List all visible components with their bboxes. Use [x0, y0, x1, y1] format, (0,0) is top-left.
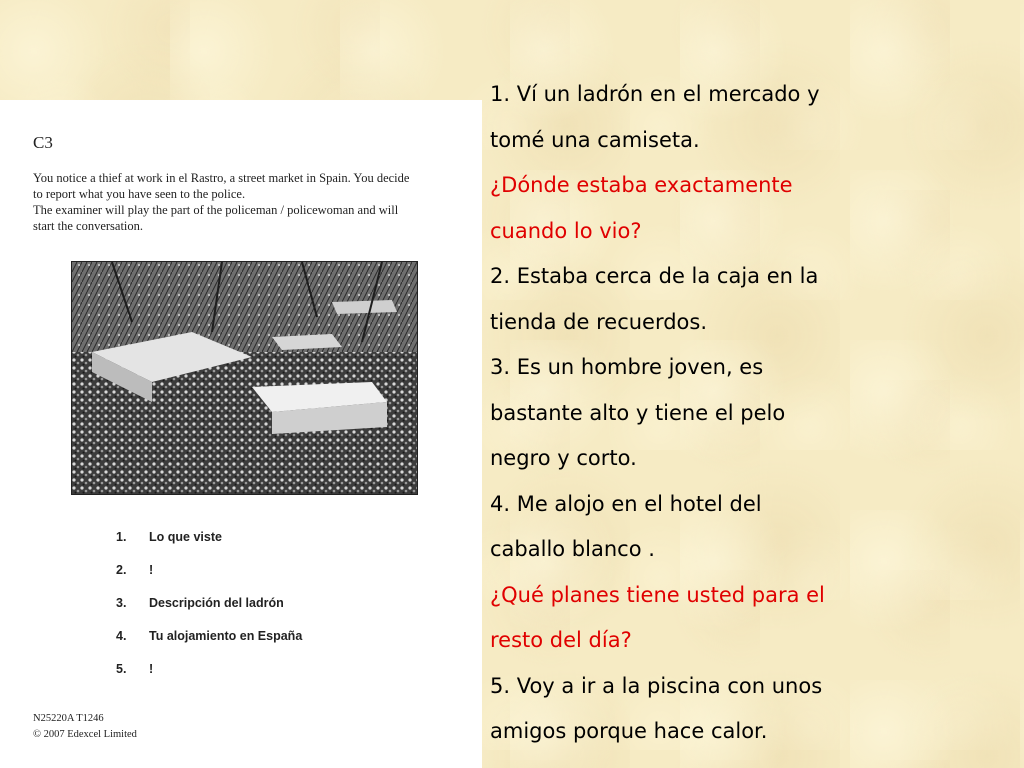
answer-line: bastante alto y tiene el pelo — [490, 400, 786, 425]
dialogue-text — [490, 72, 1010, 755]
task-text: ! — [149, 662, 154, 676]
answer-line: negro y corto. — [490, 446, 637, 470]
examiner-question-line: resto del día? — [490, 628, 632, 652]
card-footer — [33, 711, 137, 743]
examiner-question-line: ¿Dónde estaba exactamente — [490, 173, 793, 197]
task-number: 2. — [116, 563, 127, 577]
instruction-line: You notice a thief at work in el Rastro, a street market in Spain. You decide — [33, 171, 410, 185]
footer-copyright: © 2007 Edexcel Limited — [33, 729, 137, 740]
market-photo-image — [72, 262, 417, 494]
examiner-question-line: ¿Qué planes tiene usted para el — [490, 582, 825, 607]
answer-line: 4. Me alojo en el hotel del — [490, 491, 762, 516]
answer-line: 1. Ví un ladrón en el mercado y — [490, 82, 820, 106]
answer-line: tienda de recuerdos. — [490, 309, 708, 334]
market-photo — [71, 261, 418, 495]
card-instructions — [33, 170, 463, 234]
card-title: C3 — [33, 133, 53, 152]
instruction-line: to report what you have seen to the police. — [33, 187, 246, 201]
task-number: 4. — [116, 629, 127, 643]
answer-line: tomé una camiseta. — [490, 127, 700, 152]
answer-line: 5. Voy a ir a la piscina con unos — [490, 673, 823, 698]
task-number: 3. — [116, 596, 127, 610]
task-number: 5. — [116, 662, 127, 676]
task-text: ! — [149, 563, 154, 577]
instruction-line: start the conversation. — [33, 219, 144, 233]
footer-code: N25220A T1246 — [33, 713, 104, 724]
answer-line: caballo blanco . — [490, 537, 655, 561]
task-text: Lo que viste — [149, 530, 222, 544]
task-text: Tu alojamiento en España — [149, 629, 303, 643]
answer-line: amigos porque hace calor. — [490, 719, 768, 743]
exam-card — [0, 100, 482, 768]
answer-line: 2. Estaba cerca de la caja en la — [490, 264, 819, 288]
task-number: 1. — [116, 530, 127, 544]
answer-line: 3. Es un hombre joven, es — [490, 355, 764, 379]
task-text: Descripción del ladrón — [149, 596, 284, 610]
instruction-line: The examiner will play the part of the policeman / policewoman and will — [33, 203, 399, 217]
examiner-question-line: cuando lo vio? — [490, 218, 642, 243]
